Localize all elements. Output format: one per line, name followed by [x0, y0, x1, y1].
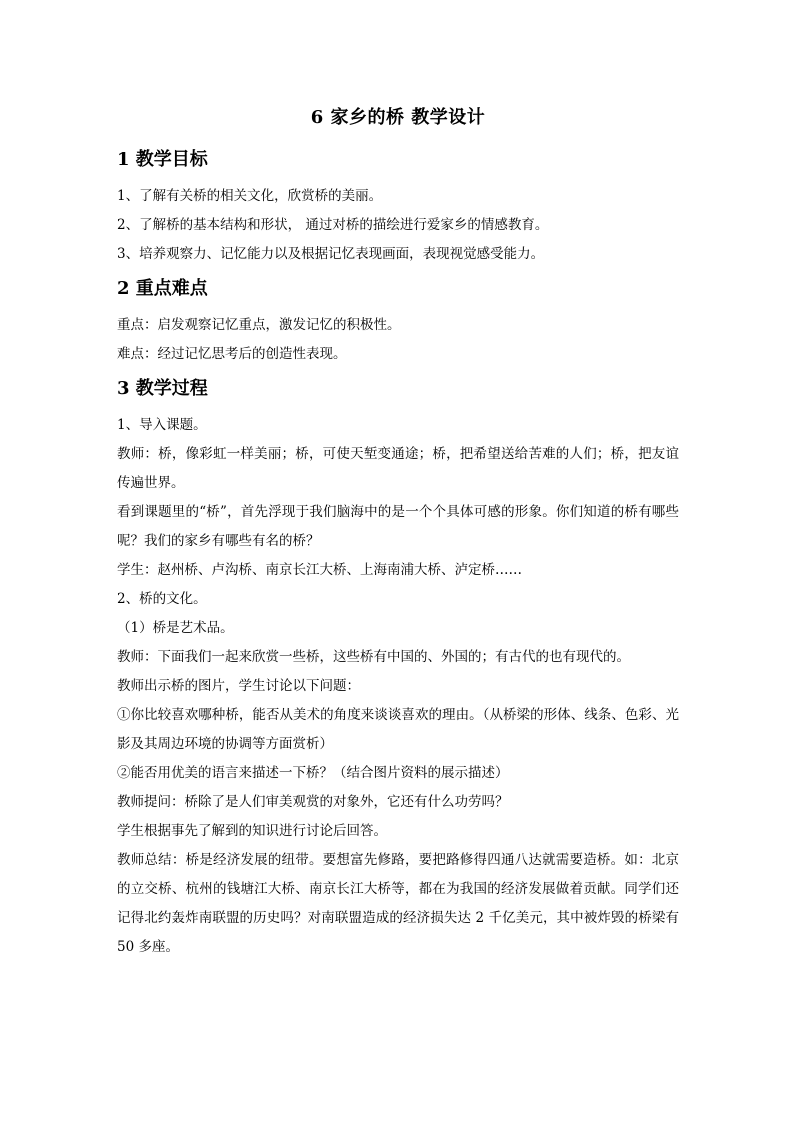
paragraph: 3、培养观察力、记忆能力以及根据记忆表现画面，表现视觉感受能力。 — [117, 246, 545, 262]
section-teaching-objectives — [117, 146, 679, 269]
paragraph: ①你比较喜欢哪种桥，能否从美术的角度来谈谈喜欢的理由。（从桥梁的形体、线条、色彩、光影及其周边环境的协调等方面赏析） — [117, 707, 679, 752]
paragraph: 难点：经过记忆思考后的创造性表现。 — [117, 346, 347, 362]
paragraph: 教师：桥，像彩虹一样美丽；桥，可使天堑变通途；桥，把希望送给苦难的人们；桥，把友谊传遍世界。 — [117, 446, 679, 491]
section-heading: 2 重点难点 — [117, 278, 208, 299]
section-teaching-process — [117, 375, 679, 962]
document-page — [117, 104, 679, 962]
paragraph: 1、导入课题。 — [117, 417, 207, 433]
paragraph: 教师出示桥的图片，学生讨论以下问题： — [117, 678, 360, 694]
paragraph: 2、了解桥的基本结构和形状， 通过对桥的描绘进行爱家乡的情感教育。 — [117, 217, 549, 233]
section-heading: 3 教学过程 — [117, 378, 208, 399]
paragraph: 学生根据事先了解到的知识进行讨论后回答。 — [117, 823, 387, 839]
paragraph: 教师：下面我们一起来欣赏一些桥，这些桥有中国的、外国的；有古代的也有现代的。 — [117, 649, 630, 665]
section-key-difficult-points — [117, 275, 679, 369]
paragraph: 2、桥的文化。 — [117, 591, 207, 607]
paragraph: 重点：启发观察记忆重点，激发记忆的积极性。 — [117, 317, 401, 333]
paragraph: （1）桥是艺术品。 — [117, 620, 234, 636]
paragraph: 看到课题里的“桥”，首先浮现于我们脑海中的是一个个具体可感的形象。你们知道的桥有哪些呢？我们的家乡有哪些有名的桥？ — [117, 504, 679, 549]
paragraph: 学生：赵州桥、卢沟桥、南京长江大桥、上海南浦大桥、泸定桥…… — [117, 562, 522, 578]
paragraph: 1、了解有关桥的相关文化，欣赏桥的美丽。 — [117, 188, 383, 204]
document-title: 6 家乡的桥 教学设计 — [310, 107, 486, 128]
section-heading: 1 教学目标 — [117, 149, 208, 170]
paragraph: 教师提问：桥除了是人们审美观赏的对象外，它还有什么功劳吗？ — [117, 794, 509, 810]
paragraph: ②能否用优美的语言来描述一下桥？（结合图片资料的展示描述） — [117, 765, 509, 781]
paragraph: 教师总结：桥是经济发展的纽带。要想富先修路，要把路修得四通八达就需要造桥。如：北京的立交桥、杭州的钱塘江大桥、南京长江大桥等，都在为我国的经济发展做着贡献。同学们还记得北约轰炸南联盟的历史吗？对南联盟造成的经济损失达 2 千亿美元，其中被炸毁的桥梁有 50 多座。 — [117, 852, 679, 955]
